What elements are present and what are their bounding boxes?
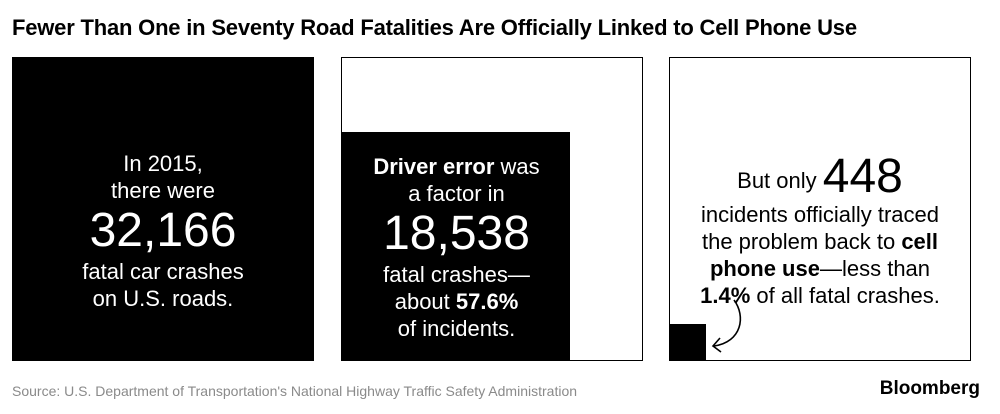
total-crashes-value: 32,166 — [89, 204, 237, 257]
panel-driver-line2: a factor in — [408, 181, 505, 206]
chart-title: Fewer Than One in Seventy Road Fatalities Are Officially Linked to Cell Phone Use — [12, 15, 857, 40]
cell-of-all: of all fatal crashes. — [750, 283, 940, 308]
cell-less-than: —less than — [819, 256, 931, 281]
cell-line3-text: the problem back to — [701, 229, 902, 254]
cell-bold1: cell — [901, 229, 939, 254]
panel-cell-line1 — [670, 150, 970, 203]
driver-error-label: Driver error — [373, 154, 495, 179]
panel-driver-line3: fatal crashes— — [383, 262, 530, 287]
driver-error-pct: 57.6% — [455, 289, 519, 314]
panel-total-line3: fatal car crashes — [82, 259, 244, 284]
panel-total-line1: In 2015, — [123, 151, 203, 176]
panel-driver-line1 — [342, 153, 571, 180]
panel-total-text — [12, 150, 314, 312]
panel-cell-line4 — [670, 255, 970, 282]
panel-cell-line3 — [670, 228, 970, 255]
driver-error-was: was — [494, 154, 540, 179]
source-note: Source: U.S. Department of Transportation's National Highway Traffic Safety Administration — [12, 383, 578, 399]
cell-phone-value: 448 — [822, 150, 903, 203]
panel-total-crashes — [12, 57, 314, 361]
cell-bold2: phone use — [709, 256, 820, 281]
panel-driver-line5: of incidents. — [397, 316, 516, 341]
panel-total-line2: there were — [111, 178, 215, 203]
panel-driver-error-text — [342, 153, 571, 342]
panel-driver-error — [341, 57, 643, 361]
panel-cell-phone — [669, 57, 971, 361]
driver-about: about — [394, 289, 456, 314]
bloomberg-logo: Bloomberg — [879, 378, 980, 399]
cell-phone-area — [670, 324, 706, 360]
panel-cell-line2: incidents officially traced — [700, 202, 940, 227]
panel-total-line4: on U.S. roads. — [92, 286, 234, 311]
cell-phone-pct: 1.4% — [700, 283, 751, 308]
panel-cell-text — [670, 150, 970, 309]
cell-but-only: But only — [737, 168, 823, 193]
driver-error-value: 18,538 — [383, 207, 530, 260]
panel-cell-line5 — [670, 282, 970, 309]
panel-driver-line4 — [342, 288, 571, 315]
